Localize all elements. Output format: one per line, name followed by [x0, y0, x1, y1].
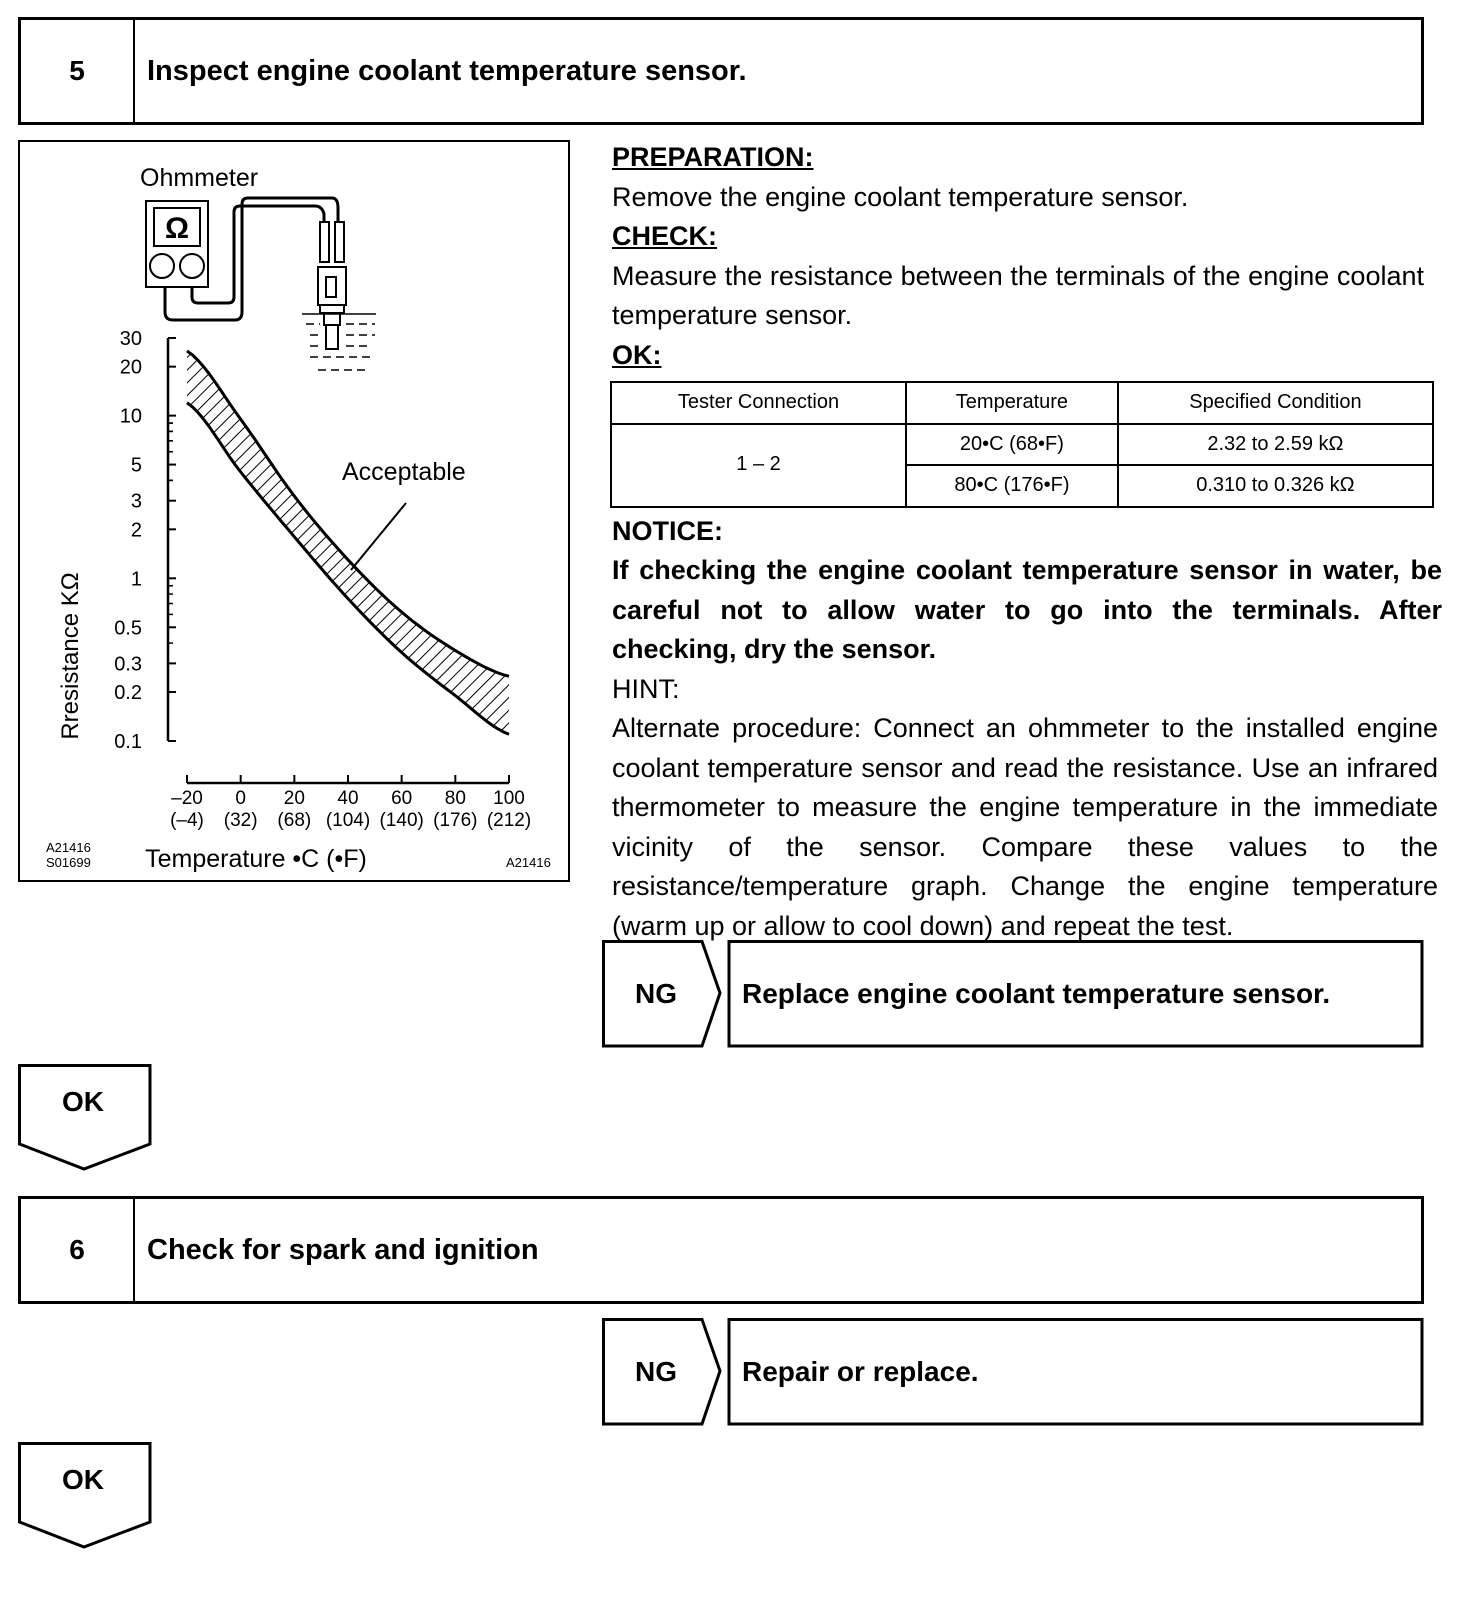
y-tick-label: 2	[130, 519, 142, 542]
y-tick-label: 0.2	[114, 682, 142, 705]
y-tick-label: 5	[130, 454, 142, 477]
ok-branch-1	[18, 1064, 154, 1177]
table-cell: 0.310 to 0.326 kΩ	[1118, 465, 1433, 507]
step-5-header	[18, 17, 1424, 125]
ok-branch-2	[18, 1442, 154, 1559]
x-tick-label-f: (68)	[277, 810, 312, 831]
table-cell: 2.32 to 2.59 kΩ	[1118, 424, 1433, 466]
notice-heading: NOTICE:	[612, 515, 723, 546]
step-number: 6	[21, 1199, 135, 1301]
ng-branch-2	[602, 1318, 1424, 1431]
figure-code: A21416	[506, 855, 551, 870]
y-tick-label: 10	[119, 405, 142, 428]
x-tick-label: 0	[235, 788, 246, 809]
check-text: Measure the resistance between the terminals of the engine coolant temperature sensor.	[612, 260, 1424, 330]
x-axis-label: Temperature •C (•F)	[145, 845, 367, 873]
y-tick-label: 0.1	[114, 731, 142, 753]
x-tick-label: –20	[171, 788, 203, 809]
ok-heading: OK:	[612, 339, 662, 370]
y-tick-label: 1	[130, 568, 142, 591]
acceptable-label: Acceptable	[342, 458, 466, 486]
table-header: Specified Condition	[1118, 382, 1433, 424]
ng-action: Replace engine coolant temperature sensor.	[742, 978, 1331, 1009]
hint-heading: HINT:	[612, 673, 680, 704]
preparation-heading: PREPARATION:	[612, 142, 814, 172]
ng-branch-1	[602, 940, 1424, 1053]
check-heading: CHECK:	[612, 221, 717, 251]
x-tick-label: 20	[283, 788, 305, 809]
y-tick-label: 0.5	[114, 617, 142, 640]
ok-arrow-shape	[18, 1064, 154, 1172]
x-tick-label-f: (140)	[379, 810, 424, 831]
ng-label: NG	[635, 1356, 677, 1387]
x-tick-label: 100	[493, 788, 525, 809]
y-tick-label: 0.3	[114, 653, 142, 676]
x-tick-label-f: (104)	[325, 810, 371, 831]
step-number: 5	[21, 20, 135, 122]
table-cell: 20•C (68•F)	[906, 424, 1118, 466]
ng-label: NG	[635, 978, 677, 1009]
sensor-figure	[18, 140, 570, 882]
table-cell: 80•C (176•F)	[906, 465, 1118, 507]
table-header: Temperature	[906, 382, 1118, 424]
ohmmeter-icon	[146, 201, 208, 287]
x-tick-label-f: (176)	[433, 810, 478, 831]
upper-limit-line	[187, 351, 509, 676]
table-header-row	[611, 382, 1433, 424]
step-6-header	[18, 1196, 1424, 1304]
x-tick-label-f: (32)	[223, 810, 258, 831]
y-tick-label: 3	[130, 490, 142, 513]
table-cell-connection: 1 – 2	[611, 424, 906, 507]
notice-text: If checking the engine coolant temperature sensor in water, be careful not to allow water to go into the terminals. After checking, dry the sensor.	[612, 555, 1442, 664]
y-tick-label: 30	[119, 328, 142, 350]
y-axis-label: Rresistance KΩ	[57, 572, 84, 740]
ng-action: Repair or replace.	[742, 1356, 979, 1387]
omega-symbol: Ω	[164, 212, 190, 245]
spec-table	[610, 381, 1434, 508]
x-tick-label: 40	[337, 788, 359, 809]
ng-shape	[602, 1318, 1424, 1426]
figure-svg	[20, 142, 568, 880]
ok-arrow-shape	[18, 1442, 154, 1554]
x-tick-label-f: (212)	[486, 810, 532, 831]
ok-label: OK	[62, 1464, 104, 1495]
resistance-chart	[46, 328, 551, 873]
figure-code: S01699	[46, 855, 91, 870]
table-header: Tester Connection	[611, 382, 906, 424]
ohmmeter-label: Ohmmeter	[140, 164, 259, 192]
hint-text: Alternate procedure: Connect an ohmmeter to the installed engine coolant temperature sensor and read the resistance. Use an infrared thermometer to measure the engine temperature in the immediate vicinity of the sensor. Compare these values to the resistance/temperature graph. Change the engine temperature (warm up or allow to cool down) and repeat the test.	[612, 713, 1438, 941]
step-title: Inspect engine coolant temperature sensor.	[147, 54, 747, 87]
sensor-icon	[318, 222, 346, 349]
x-tick-label-f: (–4)	[170, 810, 204, 831]
y-tick-label: 20	[119, 356, 142, 379]
procedure-text	[612, 138, 1458, 946]
annotation-leader-line	[351, 503, 406, 570]
acceptable-band	[187, 351, 509, 734]
preparation-text: Remove the engine coolant temperature sensor.	[612, 181, 1189, 212]
step-title: Check for spark and ignition	[147, 1233, 539, 1266]
ok-label: OK	[62, 1086, 104, 1117]
table-row	[611, 424, 1433, 466]
x-tick-label: 60	[391, 788, 413, 809]
figure-code: A21416	[46, 840, 91, 855]
x-tick-label: 80	[444, 788, 466, 809]
